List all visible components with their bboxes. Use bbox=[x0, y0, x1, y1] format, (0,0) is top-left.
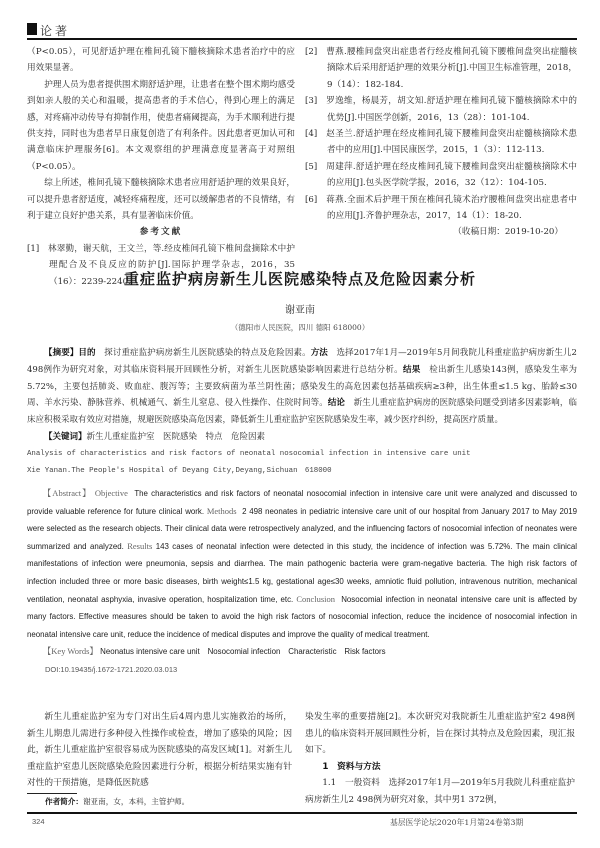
methods-en-text: 2 498 neonates in pediatric intensive care unit of our hospital from January 2017 to May 2019 were selected as the research objects. Their clinical data were retrospectively analyzed, and the influencing factors of nosocomial infection of neonates were summarized and analyzed. bbox=[27, 506, 577, 551]
prev-article-right-column bbox=[305, 44, 577, 241]
reference-item: [5] 周建萍.舒适护理在经皮椎间孔镜下腰椎间盘突出症髓核摘除术中的应用[J].包头医学院学报，2016，32（12）：104-105. bbox=[305, 161, 577, 189]
journal-info: 基层医学论坛2020年1月第24卷第3期 bbox=[390, 818, 524, 827]
objective-en-label: Objective bbox=[94, 488, 128, 498]
objective-text: 探讨重症监护病房新生儿医院感染的特点及危险因素。 bbox=[104, 348, 311, 358]
author-note bbox=[45, 796, 189, 807]
prev-paragraph: 综上所述，椎间孔镜下髓核摘除术患者应用舒适护理的效果良好，可以提升患者舒适度，减轻疼痛程度，还可以缓解患者的不良情绪，有利于建立良好护患关系，具有显著临床价值。 bbox=[27, 178, 295, 222]
article-title: 重症监护病房新生儿医院感染特点及危险因素分析 bbox=[123, 270, 476, 288]
conclusion-en-label: Conclusion bbox=[296, 593, 336, 604]
results-en-text: 143 cases of neonatal infection were detected in this study, the incidence of infection was 5.72%. The main clinical manifestations of infection were pneumonia, sepsis and diarrhea. The main pathogenic bacteria were gram-negative bacteria. The high risk factors of infection included three or more basic diseases, birth weight≤1.5 kg, gestational age≤30 weeks, amniotic fluid pollution, intravenous nutrition, mechanical ventilation, neonatal asphyxia, invasive operation, hospitalization time, etc. bbox=[27, 541, 577, 604]
article-author: 谢亚南 bbox=[285, 305, 315, 316]
keywords-label: 【关键词】 bbox=[44, 431, 87, 442]
reference-item: [1] 林翠勤，谢天航，王文兰，等.经皮椎间孔镜下椎间盘摘除术中护理配合及不良反应的防护[J].国际护理学杂志，2016，35（16）：2239-2240. bbox=[27, 243, 295, 287]
conclusion-label: 结论 bbox=[327, 398, 346, 409]
author-note-label: 作者简介： bbox=[45, 797, 83, 806]
objective-en-text: The characteristics and risk factors of neonatal nosocomial infection in intensive care unit were analyzed and discussed to provide valuable reference for future clinical work. bbox=[27, 489, 578, 516]
section-heading: 1 资料与方法 bbox=[322, 761, 381, 772]
section-label: 论著 bbox=[40, 24, 71, 38]
prev-paragraph: 护理人员为患者提供围术期舒适护理，让患者在整个围术期均感受到如亲人般的关心和温暖，提高患者的手术信心，得到心理上的满足感，对疼痛冲动传导有抑制作用，使患者痛阈提高，为手术顺利进行提供支持，同时也为患者早日康复创造了有利条件。因此患者更加认可和满意临床护理服务[6]。本文观察组的护理满意度显著高于对照组（P<0.05）。 bbox=[27, 79, 295, 172]
subsection-paragraph bbox=[305, 775, 575, 808]
keywords-en-text: Neonatus intensive care unit Nosocomial infection Characteristic Risk factors bbox=[100, 647, 386, 657]
prev-paragraph: （P<0.05），可见舒适护理在椎间孔镜下髓核摘除术患者治疗中的应用效果显著。 bbox=[27, 47, 295, 74]
methods-text: 选择2017年1月—2019年5月间我院儿科重症监护病房新生儿2 498例作为研究对象，对其临床资料展开回顾性分析，对新生儿医院感染影响因素进行总结分析。 bbox=[27, 348, 577, 375]
abstract-cn-text bbox=[27, 345, 577, 429]
keywords-en-label: 【Key Words】 bbox=[42, 646, 98, 657]
references-title: 参考文献 bbox=[139, 227, 183, 238]
doi: DOI:10.19435/j.1672-1721.2020.03.013 bbox=[45, 664, 178, 674]
body-paragraph: 染发生率的重要措施[2]。本次研究对我院新生儿重症监护室2 498例患儿的临床资料开展回顾性分析，旨在探讨其特点及危险因素，现汇报如下。 bbox=[305, 712, 575, 756]
title-en: Analysis of characteristics and risk factors of neonatal nosocomial infection in intensive care unit bbox=[27, 449, 471, 458]
header-block-icon bbox=[27, 23, 37, 35]
abstract-label: 【摘要】 bbox=[44, 348, 79, 358]
author-en: Xie Yanan.The People's Hospital of Deyang City,Deyang,Sichuan 618000 bbox=[27, 466, 332, 475]
footnote-rule bbox=[27, 793, 77, 794]
body-left-column bbox=[27, 709, 292, 792]
received-date: （收稿日期：2019-10-20） bbox=[453, 227, 563, 238]
keywords-cn bbox=[27, 429, 577, 446]
subsection-label: 1.1 一般资料 bbox=[322, 778, 380, 789]
footer-rule bbox=[27, 812, 577, 814]
abstract-en bbox=[27, 485, 577, 679]
subsection-text: 选择2017年1月—2019年5月我院儿科重症监护病房新生儿2 498例为研究对象，其中男1 372例， bbox=[305, 778, 575, 805]
reference-item: [3] 罗逸维，杨晨芳，胡文知.舒适护理在椎间孔镜下髓核摘除术中的优势[J].中国医学创新，2016，13（28）：101-104. bbox=[305, 96, 577, 123]
abstract-cn bbox=[27, 345, 577, 479]
methods-en-label: Methods bbox=[206, 505, 237, 516]
reference-item: [2] 曹燕.腰椎间盘突出症患者行经皮椎间孔镜下腰椎间盘突出症髓核摘除术后采用舒适护理的效果分析[J].中国卫生标准管理，2018，9（14）：182-184. bbox=[305, 47, 577, 90]
results-en-label: Results bbox=[127, 540, 153, 551]
methods-label: 方法 bbox=[310, 348, 328, 358]
conclusion-en-text: Nosocomial infection in neonatal intensive care unit is affected by many factors. Effective measures should be taken to avoid the high risk factors of nosocomial infection, reduce the incidence of nosocomial infection in neonatal intensive care unit, reduce the incidence of medical disputes and improve the quality of medical treatment. bbox=[27, 594, 577, 639]
reference-item: [4] 赵圣兰.舒适护理在经皮椎间孔镜下腰椎间盘突出症髓核摘除术患者中的应用[J].中国民康医学，2015，1（3）：112-113. bbox=[305, 129, 577, 156]
section-header bbox=[27, 22, 577, 38]
results-text: 检出新生儿感染143例，感染发生率为5.72%，主要包括肺炎、败血症、腹泻等；主要致病菌为革兰阴性菌；感染发生的高危因素包括基础疾病≥3种，出生体重≤1.5 kg、胎龄≤30周、羊水污染、静脉营养、机械通气、新生儿窒息、侵入性操作、住院时间等。 bbox=[27, 364, 577, 409]
results-label: 结果 bbox=[402, 364, 421, 375]
abstract-en-label: 【Abstract】 bbox=[42, 488, 92, 498]
conclusion-text: 新生儿重症监护病房的医院感染问题受到诸多因素影响，临床应积极采取有效应对措施，规避医院感染高危因素，降低新生儿重症监护室医院感染发生率，减少医疗纠纷，提高医疗质量。 bbox=[27, 398, 577, 426]
author-affiliation: （德阳市人民医院，四川 德阳 618000） bbox=[230, 323, 370, 332]
reference-item: [6] 蒋燕.全面术后护理干预在椎间孔镜术治疗腰椎间盘突出症患者中的应用[J].齐鲁护理杂志，2017，14（1）：18-20. bbox=[305, 194, 577, 222]
header-rule bbox=[27, 38, 577, 40]
keywords-en bbox=[27, 643, 577, 661]
abstract-en-text bbox=[27, 485, 577, 643]
prev-article-left-column bbox=[27, 44, 295, 290]
body-right-column bbox=[305, 709, 575, 809]
page-number: 324 bbox=[32, 817, 45, 826]
keywords-text: 新生儿重症监护室 医院感染 特点 危险因素 bbox=[86, 431, 266, 442]
body-paragraph: 新生儿重症监护室为专门对出生后4周内患儿实施救治的场所，新生儿期患儿需进行多种侵入性操作或检查，增加了感染的风险；因此，新生儿重症监护室很容易成为医院感染的高发区域[1]。对新生儿重症监护室患儿医院感染危险因素进行分析，根据分析结果实施有针对性的干预措施，是降低医院感 bbox=[27, 712, 292, 789]
author-note-text: 谢亚南，女，本科，主管护师。 bbox=[82, 797, 190, 806]
objective-label: 目的 bbox=[78, 348, 96, 358]
